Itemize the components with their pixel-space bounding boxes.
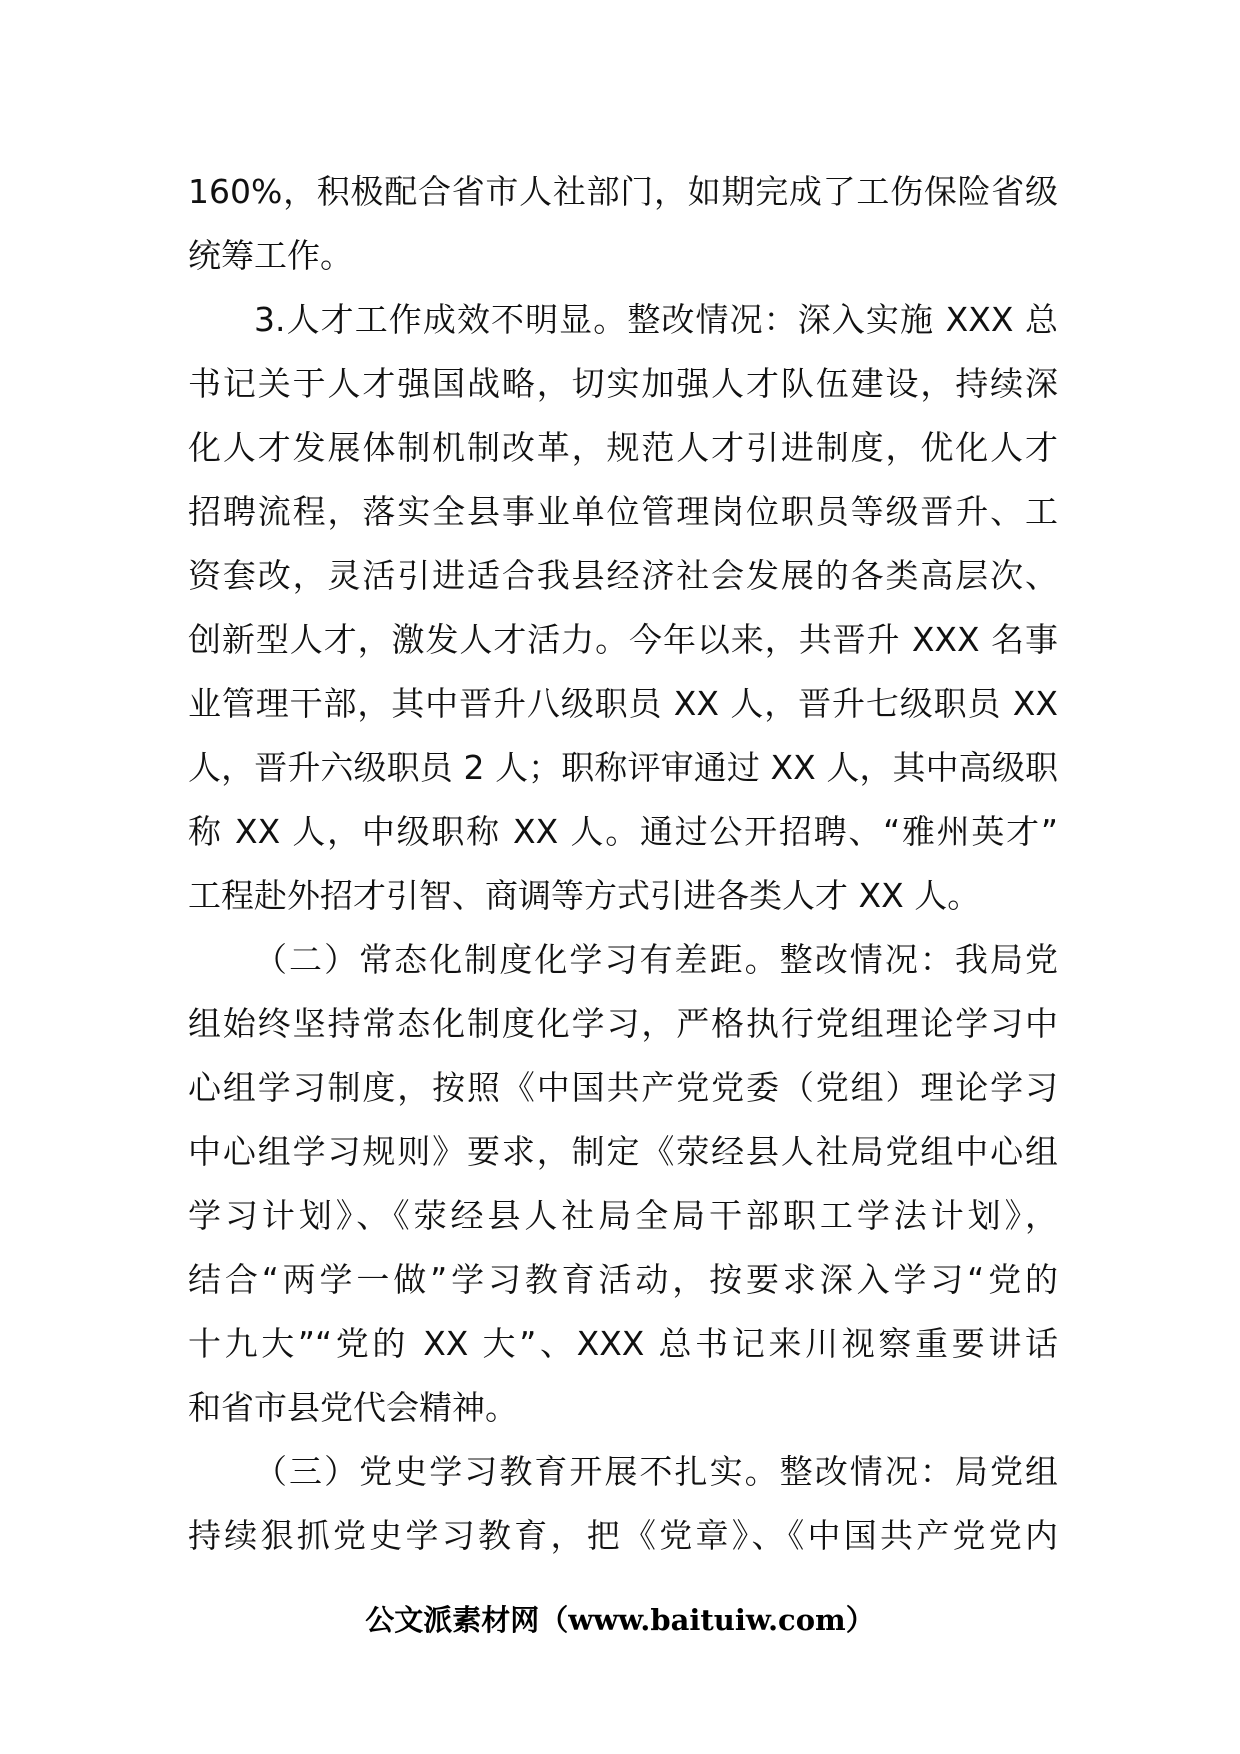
body-line-22: 持续狠抓党史学习教育，把《党章》、《中国共产党党内	[188, 1516, 1058, 1555]
body-line-21: （三）党史学习教育开展不扎实。整改情况：局党组	[254, 1452, 1058, 1491]
body-line-18: 结合“两学一做”学习教育活动，按要求深入学习“党的	[188, 1260, 1058, 1299]
body-line-8: 创新型人才，激发人才活力。今年以来，共晋升 XXX 名事	[188, 620, 1058, 659]
body-line-1: 160%，积极配合省市人社部门，如期完成了工伤保险省级	[188, 172, 1058, 211]
body-line-10: 人，晋升六级职员 2 人；职称评审通过 XX 人，其中高级职	[188, 748, 1058, 787]
body-line-4: 书记关于人才强国战略，切实加强人才队伍建设，持续深	[188, 364, 1058, 403]
body-line-15: 心组学习制度，按照《中国共产党党委（党组）理论学习	[188, 1068, 1058, 1107]
body-line-19: 十九大”“党的 XX 大”、XXX 总书记来川视察重要讲话	[188, 1324, 1058, 1363]
footer-watermark-text: 公文派素材网（www.baituiw.com）	[365, 1603, 875, 1637]
body-line-6: 招聘流程，落实全县事业单位管理岗位职员等级晋升、工	[188, 492, 1058, 531]
body-line-3: 3.人才工作成效不明显。整改情况：深入实施 XXX 总	[254, 300, 1058, 339]
body-line-16: 中心组学习规则》要求，制定《荥经县人社局党组中心组	[188, 1132, 1058, 1171]
body-line-13: （二）常态化制度化学习有差距。整改情况：我局党	[254, 940, 1058, 979]
body-line-12: 工程赴外招才引智、商调等方式引进各类人才 XX 人。	[188, 876, 981, 915]
body-line-11: 称 XX 人，中级职称 XX 人。通过公开招聘、“雅州英才”	[188, 812, 1058, 851]
body-line-17: 学习计划》、《荥经县人社局全局干部职工学法计划》，	[188, 1196, 1058, 1235]
body-line-14: 组始终坚持常态化制度化学习，严格执行党组理论学习中	[188, 1004, 1058, 1043]
body-line-9: 业管理干部，其中晋升八级职员 XX 人，晋升七级职员 XX	[188, 684, 1058, 723]
body-line-5: 化人才发展体制机制改革，规范人才引进制度，优化人才	[188, 428, 1058, 467]
body-line-7: 资套改，灵活引进适合我县经济社会发展的各类高层次、	[188, 556, 1058, 595]
body-line-2: 统筹工作。	[188, 236, 353, 275]
document-body	[188, 160, 1058, 1568]
body-line-20: 和省市县党代会精神。	[188, 1388, 518, 1427]
